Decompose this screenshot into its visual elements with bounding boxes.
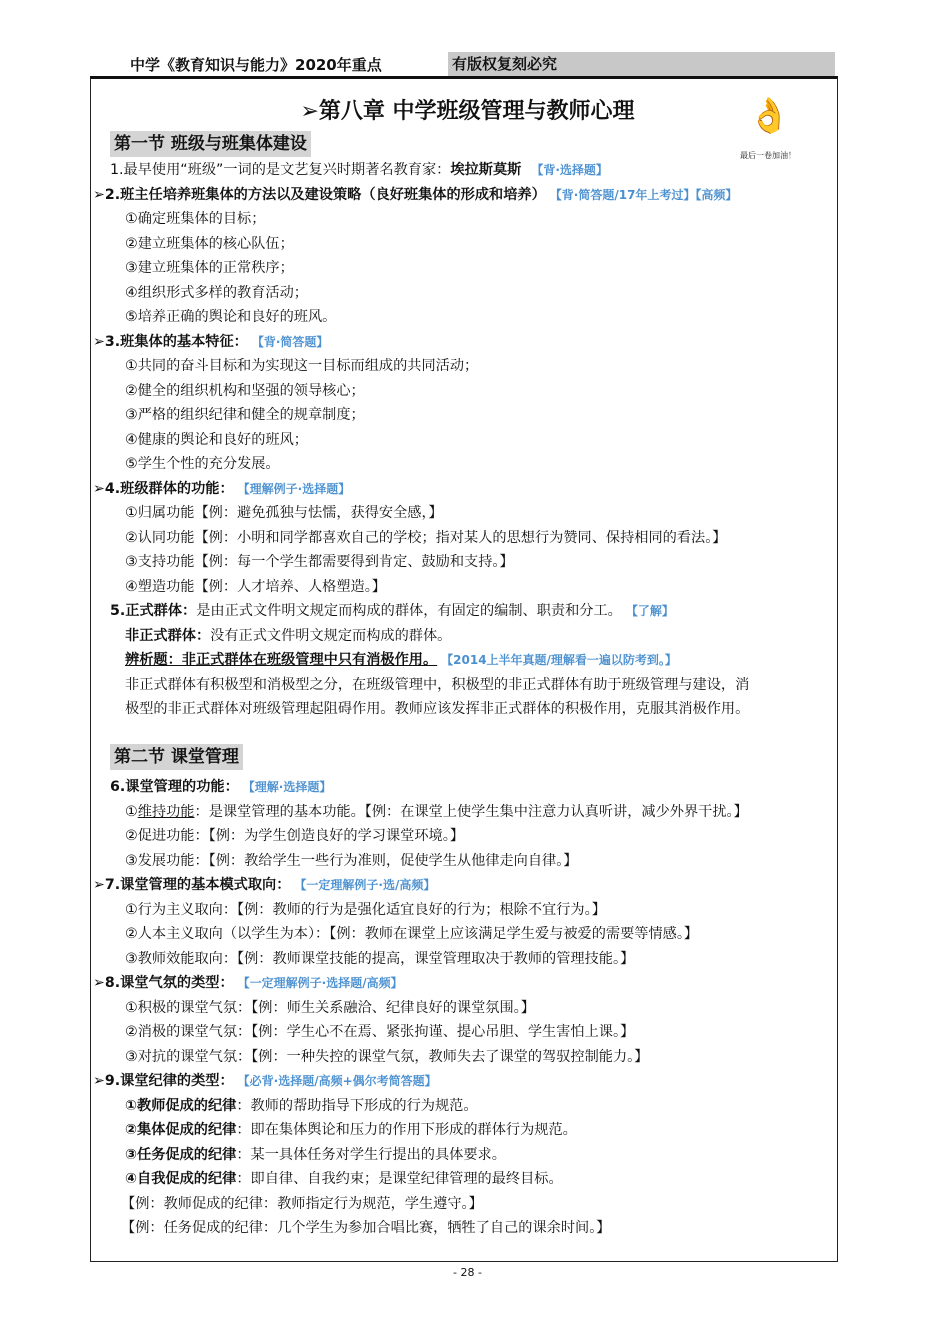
section-heading: 第一节 班级与班集体建设	[110, 131, 311, 157]
numbered-heading	[93, 599, 838, 624]
text-segment: ④健康的舆论和良好的班风；	[125, 431, 308, 448]
exam-tag: 【2014上半年真题/理解看一遍以防考到。】	[447, 653, 677, 667]
exam-tag: 【必背·选择题/高频+偶尔考简答题】	[243, 1074, 437, 1088]
text-segment: ③支持功能【例：每一个学生都需要得到肯定、鼓励和支持。】	[125, 554, 514, 570]
numbered-heading	[93, 477, 838, 502]
paragraph-line	[93, 697, 838, 722]
numbered-heading	[93, 1069, 838, 1094]
text-segment: ②集体促成的纪律	[125, 1122, 237, 1138]
numbered-heading	[93, 971, 838, 996]
text-segment: ③任务促成的纪律	[125, 1146, 237, 1163]
list-item	[93, 1020, 838, 1045]
text-segment: 非正式群体有积极型和消极型之分，在班级管理中，积极型的非正式群体有助于班级管理与建设，消	[125, 676, 750, 693]
section-1-content	[93, 158, 838, 722]
section-heading: 第二节 课堂管理	[110, 744, 243, 770]
sticker-caption: 最后一卷加油！	[740, 151, 796, 160]
text-segment: 没有正式文件明文规定而构成的群体。	[210, 627, 452, 644]
text-segment: 【例：任务促成的纪律：几个学生为参加合唱比赛，牺牲了自己的课余时间。】	[121, 1220, 611, 1236]
list-item	[93, 305, 838, 330]
ok-hand-icon: 👌	[748, 96, 791, 136]
list-item	[93, 947, 838, 972]
text-segment: ①积极的课堂气氛：【例：师生关系融洽、纪律良好的课堂氛围。】	[125, 999, 535, 1016]
text-segment: ②消极的课堂气氛：【例：学生心不在焉、紧张拘谨、提心吊胆、学生害怕上课。】	[125, 1024, 635, 1040]
text-segment: 是由正式文件明文规定而构成的群体，有固定的编制、职责和分工。	[196, 603, 622, 619]
text-segment: 6.课堂管理的功能：	[110, 779, 239, 795]
text-segment: ④组织形式多样的教育活动；	[125, 284, 308, 301]
exam-tag: 【一定理解例子·选择题/高频】	[243, 976, 403, 990]
list-item	[93, 996, 838, 1021]
text-segment: ③教师效能取向：【例：教师课堂技能的提高，课堂管理取决于教师的管理技能。】	[125, 950, 635, 967]
text-segment: ➢3.班集体的基本特征：	[93, 333, 248, 350]
text-segment: ②建立班集体的核心队伍；	[125, 235, 294, 252]
text-segment: 辨析题：非正式群体在班级管理中只有消极作用。	[125, 652, 438, 668]
text-segment: ①教师促成的纪律	[125, 1097, 237, 1114]
text-segment: ②健全的组织机构和坚强的领导核心；	[125, 382, 365, 399]
list-item	[93, 849, 838, 874]
list-item	[93, 379, 838, 404]
text-segment: ②人本主义取向（以学生为本）：【例：教师在课堂上应该满足学生爱与被爱的需要等情感。】	[125, 926, 699, 942]
text-segment: ：即自律、自我约束；是课堂纪律管理的最终目标。	[236, 1171, 563, 1187]
list-item	[93, 501, 838, 526]
paragraph-line	[93, 624, 838, 649]
list-item	[93, 256, 838, 281]
text-segment: 1.最早使用“班级”一词的是文艺复兴时期著名教育家：	[110, 162, 451, 178]
text-segment: ③对抗的课堂气氛：【例：一种失控的课堂气氛，教师失去了课堂的驾驭控制能力。】	[125, 1048, 649, 1065]
text-segment: ⑤培养正确的舆论和良好的班风。	[125, 309, 337, 325]
list-item	[93, 207, 838, 232]
list-item	[93, 232, 838, 257]
numbered-heading	[93, 873, 838, 898]
exam-tag: 【背·选择题】	[531, 163, 608, 177]
list-item	[93, 1192, 838, 1217]
text-segment: ➢8.课堂气氛的类型：	[93, 975, 234, 991]
text-segment: ①	[125, 803, 138, 820]
text-segment: 维持功能	[137, 803, 195, 820]
text-segment: 5.正式群体：	[110, 603, 197, 619]
list-item	[93, 800, 838, 825]
list-item	[93, 1143, 838, 1168]
list-item	[93, 1094, 838, 1119]
list-item	[93, 922, 838, 947]
text-segment: ：是课堂管理的基本功能。【例：在课堂上使学生集中注意力认真听讲，减少外界干扰。】	[194, 803, 748, 820]
header-title: 中学《教育知识与能力》2020年重点	[130, 56, 382, 74]
text-segment: ➢9.课堂纪律的类型：	[93, 1073, 234, 1089]
paragraph-line	[93, 648, 838, 673]
numbered-heading	[93, 158, 838, 183]
text-segment: ⑤学生个性的充分发展。	[125, 456, 280, 472]
list-item	[93, 824, 838, 849]
text-segment: ③发展功能：【例：教给学生一些行为准则，促使学生从他律走向自律。】	[125, 852, 578, 869]
numbered-heading	[93, 330, 838, 355]
list-item	[93, 354, 838, 379]
exam-tag: 【理解例子·选择题】	[243, 481, 351, 496]
text-segment: ：即在集体舆论和压力的作用下形成的群体行为规范。	[236, 1122, 577, 1138]
exam-tag: 【背·简答题】	[257, 334, 329, 349]
text-segment: ：某一具体任务对学生行提出的具体要求。	[236, 1146, 506, 1163]
list-item	[93, 550, 838, 575]
list-item	[93, 1118, 838, 1143]
list-item	[93, 575, 838, 600]
header-copyright: 有版权复刻必究	[448, 52, 835, 77]
numbered-heading	[93, 183, 838, 208]
list-item	[93, 898, 838, 923]
text-segment: 埃拉斯莫斯	[450, 162, 522, 178]
list-item	[93, 281, 838, 306]
section-2-content	[93, 775, 838, 1241]
text-segment: 极型的非正式群体对班级管理起阻碍作用。教师应该发挥非正式群体的积极作用，克服其消极作用。	[125, 701, 750, 717]
text-segment: ②促进功能：【例：为学生创造良好的学习课堂环境。】	[125, 828, 465, 844]
paragraph-line	[93, 673, 838, 698]
chapter-title: ➢第八章 中学班级管理与教师心理	[300, 99, 635, 124]
text-segment: ④自我促成的纪律	[125, 1171, 237, 1187]
list-item	[93, 403, 838, 428]
text-segment: ➢4.班级群体的功能：	[93, 480, 234, 497]
exam-tag: 【一定理解例子·选/高频】	[300, 878, 436, 892]
exam-tag: 【理解·选择题】	[248, 780, 332, 794]
text-segment: ①归属功能【例：避免孤独与怯懦，获得安全感，】	[125, 505, 443, 521]
text-segment: ①确定班集体的目标；	[125, 211, 266, 227]
page-number: - 28 -	[453, 1266, 482, 1279]
numbered-heading	[93, 775, 838, 800]
text-segment: ④塑造功能【例：人才培养、人格塑造。】	[125, 578, 386, 595]
text-segment: ③严格的组织纪律和健全的规章制度；	[125, 407, 365, 423]
text-segment: ➢2.班主任培养班集体的方法以及建设策略（良好班集体的形成和培养）	[93, 186, 546, 203]
text-segment: ➢7.课堂管理的基本模式取向：	[93, 877, 291, 893]
list-item	[93, 452, 838, 477]
text-segment: ①共同的奋斗目标和为实现这一目标而组成的共同活动；	[125, 358, 479, 374]
list-item	[93, 526, 838, 551]
text-segment: ②认同功能【例：小明和同学都喜欢自己的学校；指对某人的思想行为赞同、保持相同的看法。】	[125, 529, 727, 546]
text-segment: 【例：教师促成的纪律：教师指定行为规范，学生遵守。】	[121, 1195, 483, 1212]
text-segment: ：教师的帮助指导下形成的行为规范。	[236, 1097, 478, 1114]
list-item	[93, 1216, 838, 1241]
text-segment: ③建立班集体的正常秩序；	[125, 260, 294, 276]
list-item	[93, 1045, 838, 1070]
exam-tag: 【背·简答题/17年上考过】【高频】	[555, 187, 738, 202]
list-item	[93, 428, 838, 453]
list-item	[93, 1167, 838, 1192]
text-segment: ①行为主义取向：【例：教师的行为是强化适宜良好的行为；根除不宜行为。】	[125, 901, 606, 918]
exam-tag: 【了解】	[631, 604, 674, 618]
text-segment: 非正式群体：	[125, 627, 211, 644]
